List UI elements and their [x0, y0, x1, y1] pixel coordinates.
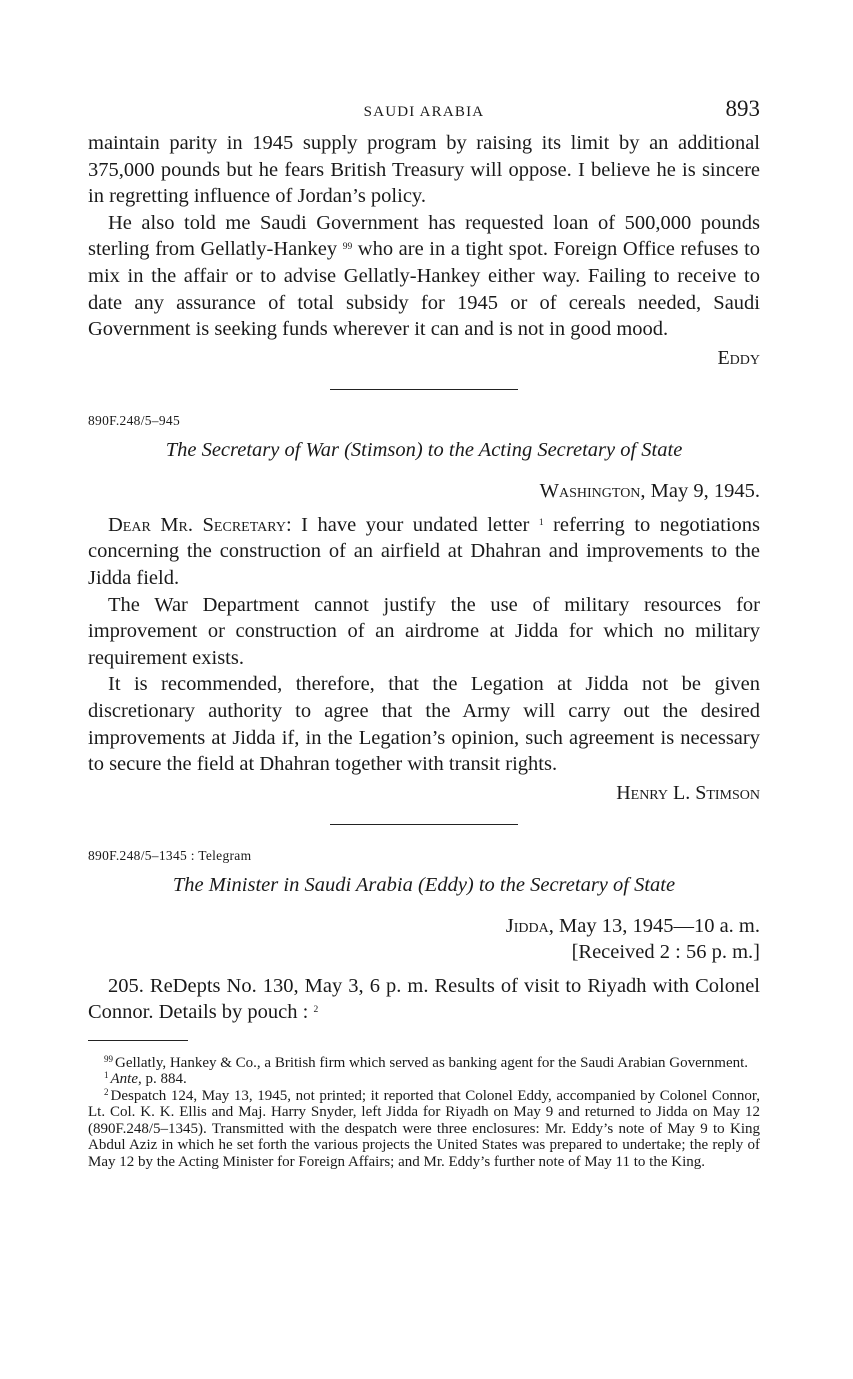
running-head: [88, 92, 760, 130]
doc2-paragraph-1: [88, 512, 760, 592]
doc2-paragraph-3: It is recommended, therefore, that the Legation at Jidda not be given discretionary authority to agree that the Army will carry out the desired improvements at Jidda if, in the Legation’s opinion, such agreement is necessary to secure the field at Dhahran together with transit rights.: [88, 673, 760, 776]
doc2-dateline: [88, 478, 760, 504]
doc3-paragraph-1: [88, 973, 760, 1026]
doc2-paragraph-1-text: : I have your undated letter: [285, 513, 530, 536]
footnote-text: , p. 884.: [138, 1071, 187, 1088]
doc3-file-reference: 890F.248/5–1345 : Telegram: [88, 847, 252, 863]
footnote-1: [88, 1071, 760, 1088]
doc3-dateline-place: Jidda: [505, 914, 549, 937]
doc3-dateline-date: , May 13, 1945—10 a. m.: [548, 914, 760, 937]
footnote-divider: [88, 1040, 188, 1041]
doc2-dateline-date: , May 9, 1945.: [640, 479, 760, 502]
footnote-mark: 99: [104, 1053, 113, 1064]
doc1-signature: Eddy: [717, 346, 760, 369]
doc2-title: The Secretary of War (Stimson) to the Acting Secretary of State: [165, 438, 683, 461]
running-title: SAUDI ARABIA: [363, 104, 485, 120]
section-divider: [330, 389, 518, 390]
footnote-text: Gellatly, Hankey & Co., a British firm which served as banking agent for the Saudi Arabian Government.: [115, 1054, 749, 1071]
document-page: [88, 92, 760, 1170]
doc3-dateline: [88, 913, 760, 939]
footnote-99: [88, 1055, 760, 1072]
doc1-paragraph-2: [88, 210, 760, 343]
doc3-paragraph-1-text: 205. ReDepts No. 130, May 3, 6 p. m. Results of visit to Riyadh with Colonel Connor. Details by pouch :: [88, 974, 760, 1024]
footnote-mark: 2: [104, 1086, 109, 1097]
footnotes: [88, 1055, 760, 1171]
doc3-title: The Minister in Saudi Arabia (Eddy) to the Secretary of State: [172, 873, 676, 896]
doc2-dateline-place: Washington: [539, 479, 641, 502]
footnote-italic: Ante: [110, 1071, 138, 1088]
doc2-signature: Henry L. Stimson: [616, 781, 760, 804]
section-divider-2: [330, 824, 518, 825]
doc1-paragraph-2-text: He also told me Saudi Government has requested loan of 500,000 pounds sterling from Gellatly-Hankey: [88, 211, 760, 261]
doc1-paragraph-2-text-cont: who are in a tight spot. Foreign Office refuses to mix in the affair or to advise Gellatly-Hankey either way. Failing to receive to date any assurance of total subsidy for 1945 or of cereals needed, Saudi Government is seeking funds wherever it can and is not in good mood.: [88, 238, 761, 341]
footnote-ref-2: 2: [313, 1005, 319, 1016]
page-number: 893: [725, 96, 760, 121]
doc1-paragraph-1: maintain parity in 1945 supply program by raising its limit by an additional 375,000 pounds but he fears British Treasury will oppose. I believe he is sincere in regretting influence of Jordan’s policy.: [88, 132, 760, 208]
footnote-mark: 1: [104, 1070, 109, 1081]
doc2-salutation: Dear Mr. Secretary: [108, 513, 286, 536]
doc3-received: [Received 2 : 56 p. m.]: [571, 940, 760, 963]
doc2-file-reference: 890F.248/5–945: [88, 412, 181, 428]
doc2-paragraph-2: The War Department cannot justify the use of military resources for improvement or construction of an airdrome at Jidda for which no military requirement exists.: [88, 593, 760, 669]
footnote-ref-1: 1: [538, 517, 544, 528]
doc2-paragraph-1-text-cont: referring to negotiations concerning the construction of an airfield at Dhahran and improvements to the Jidda field.: [88, 513, 760, 589]
footnote-ref-99: 99: [342, 242, 353, 253]
footnote-text: Despatch 124, May 13, 1945, not printed; it reported that Colonel Eddy, accompanied by Colonel Connor, Lt. Col. K. K. Ellis and Maj. Harry Snyder, left Jidda for Riyadh on May 9 and returned to Jidda on May 12 (890F.248/5–1345). Transmitted with the despatch were three enclosures: Mr. Eddy’s note of May 9 to King Abdul Aziz in which he set forth the various projects the United States was prepared to undertake; the reply of May 12 by the Acting Minister for Foreign Affairs; and Mr. Eddy’s further note of May 11 to the King.: [88, 1087, 760, 1170]
footnote-2: [88, 1088, 760, 1171]
